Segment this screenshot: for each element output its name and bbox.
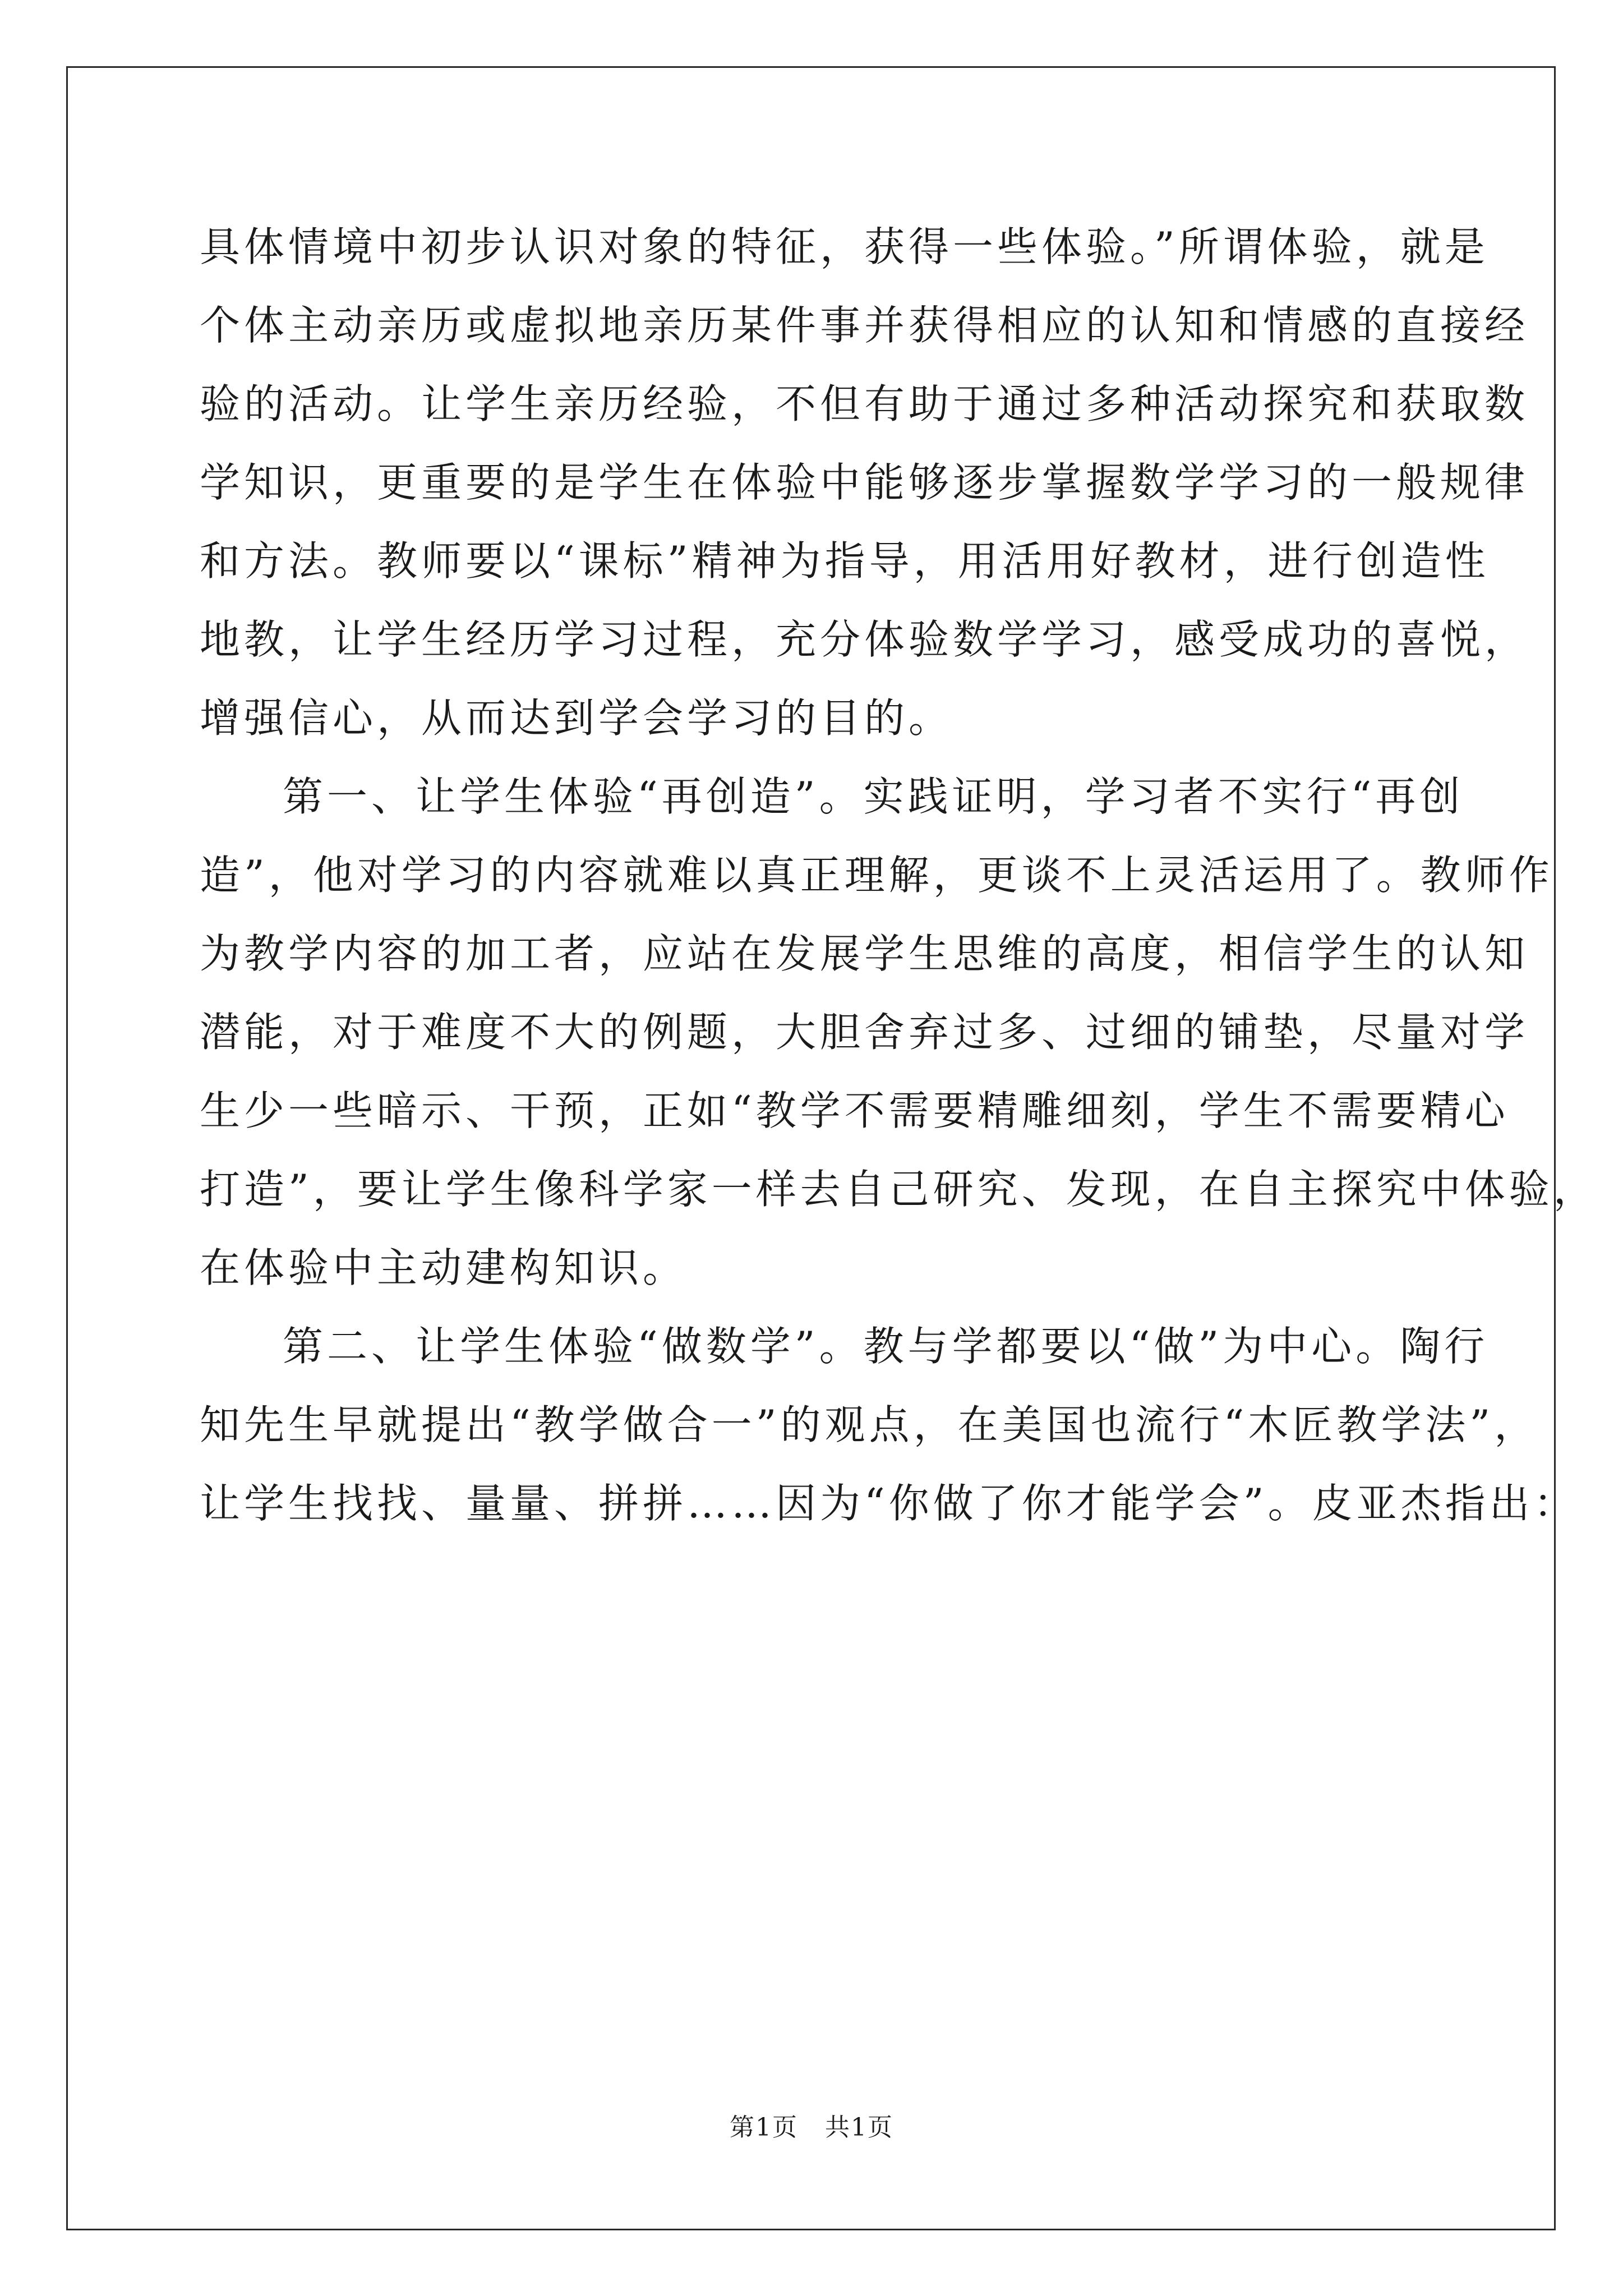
paragraph-1 — [200, 208, 1529, 757]
page-number: 第1页 — [730, 2113, 799, 2142]
text-line: 造”，他对学习的内容就难以真正理解，更谈不上灵活运用了。教师作 — [200, 852, 1553, 899]
text-line: 和方法。教师要以“课标”精神为指导，用活用好教材，进行创造性 — [200, 537, 1490, 585]
text-line: 具体情境中初步认识对象的特征，获得一些体验。”所谓体验，就是 — [200, 223, 1489, 270]
text-line: 知先生早就提出“教学做合一”的观点，在美国也流行“木匠教学法”， — [200, 1401, 1539, 1448]
text-line: 在体验中主动建构知识。 — [200, 1244, 688, 1291]
paragraph-2 — [200, 757, 1598, 1307]
text-line: 潜能，对于难度不大的例题，大胆舍弃过多、过细的铺垫，尽量对学 — [200, 1009, 1529, 1056]
text-line: 为教学内容的加工者，应站在发展学生思维的高度，相信学生的认知 — [200, 930, 1529, 977]
text-line: 个体主动亲历或虚拟地亲历某件事并获得相应的认知和情感的直接经 — [200, 302, 1529, 349]
text-line: 生少一些暗示、干预，正如“教学不需要精雕细刻，学生不需要精心 — [200, 1087, 1509, 1134]
text-line: 打造”，要让学生像科学家一样去自己研究、发现，在自主探究中体验， — [200, 1166, 1598, 1213]
text-line: 让学生找找、量量、拼拼……因为“你做了你才能学会”。皮亚杰指出： — [200, 1480, 1578, 1527]
text-line: 第一、让学生体验“再创造”。实践证明，学习者不实行“再创 — [283, 773, 1464, 820]
text-line: 地教，让学生经历学习过程，充分体验数学学习，感受成功的喜悦， — [200, 616, 1529, 663]
text-line: 第二、让学生体验“做数学”。教与学都要以“做”为中心。陶行 — [283, 1323, 1489, 1370]
paragraph-3 — [200, 1307, 1578, 1543]
document-body — [200, 208, 1598, 1543]
text-line: 增强信心，从而达到学会学习的目的。 — [200, 694, 953, 742]
page-total: 共1页 — [824, 2113, 893, 2142]
text-line: 验的活动。让学生亲历经验，不但有助于通过多种活动探究和获取数 — [200, 380, 1529, 427]
text-line: 学知识，更重要的是学生在体验中能够逐步掌握数学学习的一般规律 — [200, 459, 1529, 506]
page-footer — [0, 2111, 1623, 2145]
